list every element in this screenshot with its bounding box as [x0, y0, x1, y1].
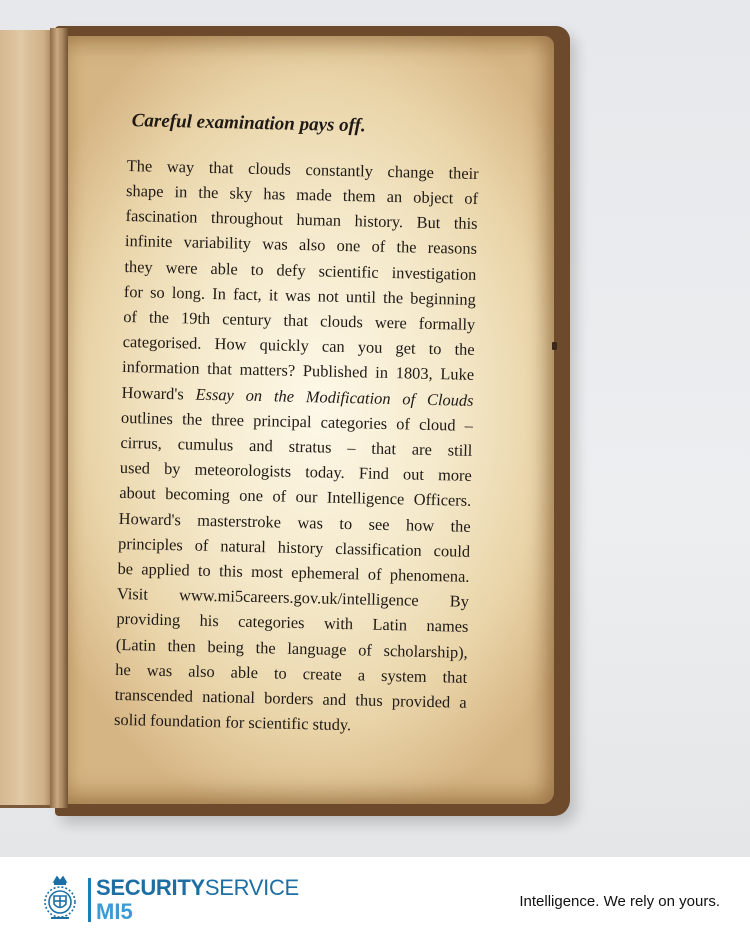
text-line: solid foundation for scientific study.	[113, 710, 352, 735]
text-line: about becoming one of our Intelligence Officers.	[119, 483, 472, 511]
text-line: they were able to defy scientific investigation	[124, 256, 477, 284]
page-notch	[552, 342, 557, 350]
book-title: Essay on the Modification of Clouds	[195, 384, 474, 410]
text-line: infinite variability was also one of the reasons	[124, 231, 478, 259]
text-line: shape in the sky has made them an object of	[125, 180, 479, 208]
text-line: principles of natural history classification could	[117, 533, 471, 561]
text-line: information that matters? Published in 1803, Luke	[121, 357, 475, 385]
book-binding	[50, 28, 68, 808]
logo-title-bold: SECURITY	[96, 875, 205, 900]
logo-title-regular: SERVICE	[204, 875, 299, 900]
text-line: transcended national borders and thus provided a	[114, 684, 467, 712]
crest-icon	[40, 874, 80, 924]
text-line: fascination throughout human history. But this	[125, 206, 478, 234]
page-body	[114, 153, 479, 741]
text-line: providing his categories with Latin names	[116, 609, 469, 637]
text-line: The way that clouds constantly change their	[126, 155, 479, 183]
logo-subtitle: MI5	[96, 899, 133, 924]
tagline: Intelligence. We rely on yours.	[519, 893, 720, 910]
text-prefix: Howard's	[121, 382, 196, 404]
security-service-logo[interactable]	[40, 874, 300, 928]
text-line: categorised. How quickly can you get to the	[122, 332, 475, 360]
footer-bar	[0, 857, 750, 944]
text-line: used by meteorologists today. Find out more	[119, 458, 473, 486]
page-heading: Careful examination pays off.	[131, 110, 366, 137]
text-line: outlines the three principal categories of cloud –	[120, 407, 474, 435]
text-line: for so long. In fact, it was not until the beginning	[123, 281, 477, 309]
text-line: be applied to this most ephemeral of phenomena.	[117, 558, 470, 586]
text-line: Howard's masterstroke was to see how the	[118, 508, 471, 536]
text-line: (Latin then being the language of scholarship),	[115, 634, 469, 662]
text-line: of the 19th century that clouds were formally	[123, 306, 476, 334]
logo-title	[96, 876, 299, 900]
left-page	[0, 30, 55, 808]
page-text	[114, 110, 480, 740]
text-line-url: Visit www.mi5careers.gov.uk/intelligence By	[116, 584, 470, 612]
text-line: cirrus, cumulus and stratus – that are still	[120, 432, 473, 460]
text-line: he was also able to create a system that	[115, 659, 468, 687]
logo-divider	[88, 878, 91, 922]
